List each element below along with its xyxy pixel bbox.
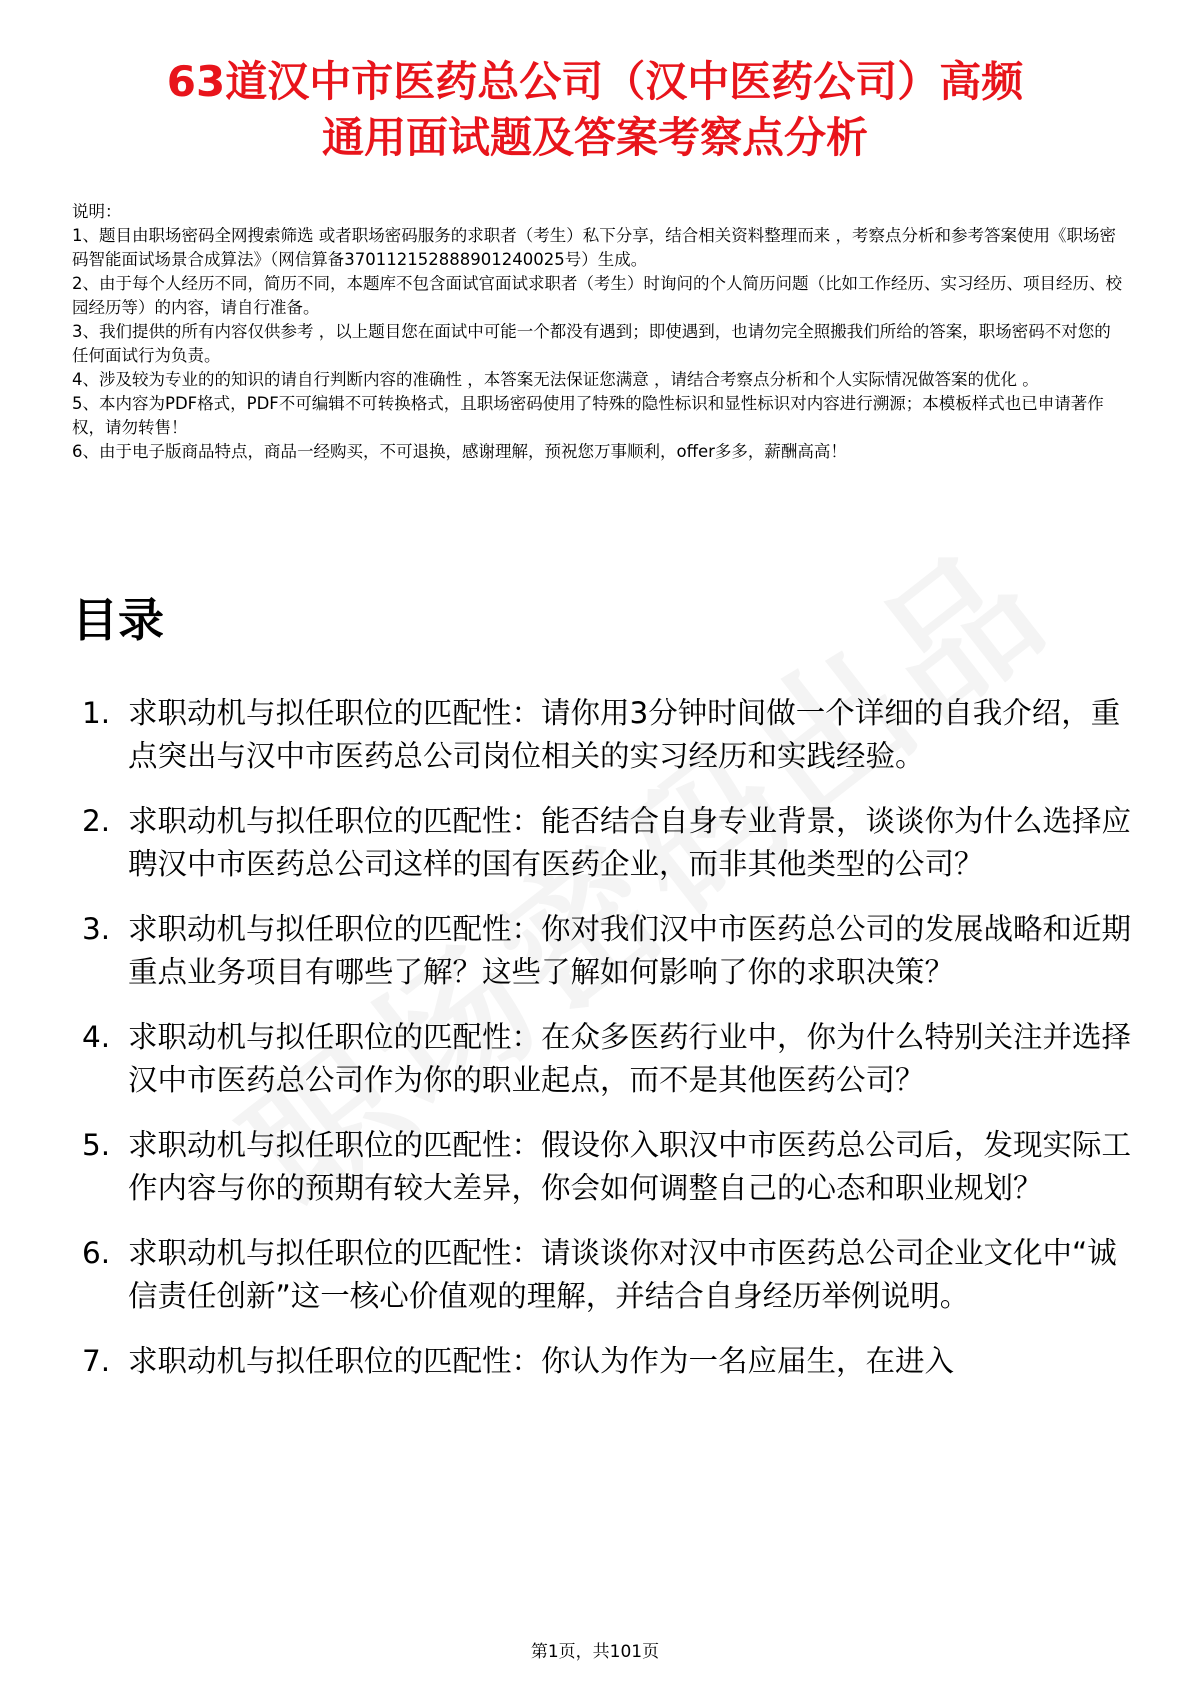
page-footer: 第1页，共101页 (530, 1642, 660, 1662)
question-number: 5. (82, 1128, 111, 1162)
note-item: 5、本内容为PDF格式，PDF不可编辑不可转换格式，且职场密码使用了特殊的隐性标识和显性标识对内容进行溯源；本模板样式也已申请著作权，请勿转售！ (72, 394, 1104, 437)
question-number: 4. (82, 1020, 111, 1054)
question-number: 3. (82, 912, 111, 946)
note-item: 1、题目由职场密码全网搜索筛选 或者职场密码服务的求职者（考生）私下分享，结合相关资料整理而来 ，考察点分析和参考答案使用《职场密码智能面试场景合成算法》（网信算备370112152888901240025号）生成。 (72, 226, 1116, 269)
question-item (72, 1124, 1132, 1210)
note-item: 4、涉及较为专业的的知识的请自行判断内容的准确性 ，本答案无法保证您满意 ，请结合考察点分析和个人实际情况做答案的优化 。 (72, 370, 1039, 389)
question-number: 7. (82, 1344, 111, 1378)
toc-heading: 目录 (72, 593, 164, 647)
note-item: 3、我们提供的所有内容仅供参考 ，以上题目您在面试中可能一个都没有遇到；即使遇到，也请勿完全照搬我们所给的答案，职场密码不对您的任何面试行为负责。 (72, 322, 1111, 365)
question-text: 求职动机与拟任职位的匹配性：请你用3分钟时间做一个详细的自我介绍，重点突出与汉中市医药总公司岗位相关的实习经历和实践经验。 (128, 696, 1121, 773)
question-number: 6. (82, 1236, 111, 1270)
question-text: 求职动机与拟任职位的匹配性：假设你入职汉中市医药总公司后，发现实际工作内容与你的预期有较大差异，你会如何调整自己的心态和职业规划？ (128, 1128, 1132, 1205)
notes-heading: 说明： (72, 202, 122, 221)
notes-section (72, 200, 1122, 464)
question-item (72, 1232, 1132, 1318)
question-item (72, 1340, 1132, 1383)
title-line-2: 通用面试题及答案考察点分析 (321, 113, 868, 162)
question-text: 求职动机与拟任职位的匹配性：能否结合自身专业背景，谈谈你为什么选择应聘汉中市医药总公司这样的国有医药企业，而非其他类型的公司？ (128, 804, 1132, 881)
question-text: 求职动机与拟任职位的匹配性：在众多医药行业中，你为什么特别关注并选择汉中市医药总公司作为你的职业起点，而不是其他医药公司？ (128, 1020, 1132, 1097)
question-item (72, 1016, 1132, 1102)
question-text: 求职动机与拟任职位的匹配性：请谈谈你对汉中市医药总公司企业文化中“诚信责任创新”这一核心价值观的理解，并结合自身经历举例说明。 (128, 1236, 1117, 1313)
note-item: 2、由于每个人经历不同，简历不同，本题库不包含面试官面试求职者（考生）时询问的个人简历问题（比如工作经历、实习经历、项目经历、校园经历等）的内容，请自行准备。 (72, 274, 1122, 317)
question-list (72, 692, 1132, 1405)
question-item (72, 692, 1132, 778)
question-item (72, 908, 1132, 994)
question-text: 求职动机与拟任职位的匹配性：你认为作为一名应届生，在进入 (128, 1344, 955, 1378)
question-item (72, 800, 1132, 886)
question-number: 1. (82, 696, 111, 730)
question-number: 2. (82, 804, 111, 838)
question-text: 求职动机与拟任职位的匹配性：你对我们汉中市医药总公司的发展战略和近期重点业务项目有哪些了解？这些了解如何影响了你的求职决策？ (128, 912, 1132, 989)
note-item: 6、由于电子版商品特点，商品一经购买，不可退换，感谢理解，预祝您万事顺利，offer多多，薪酬高高！ (72, 442, 847, 461)
document-title (70, 54, 1120, 166)
title-line-1: 63道汉中市医药总公司（汉中医药公司）高频 (166, 57, 1024, 106)
